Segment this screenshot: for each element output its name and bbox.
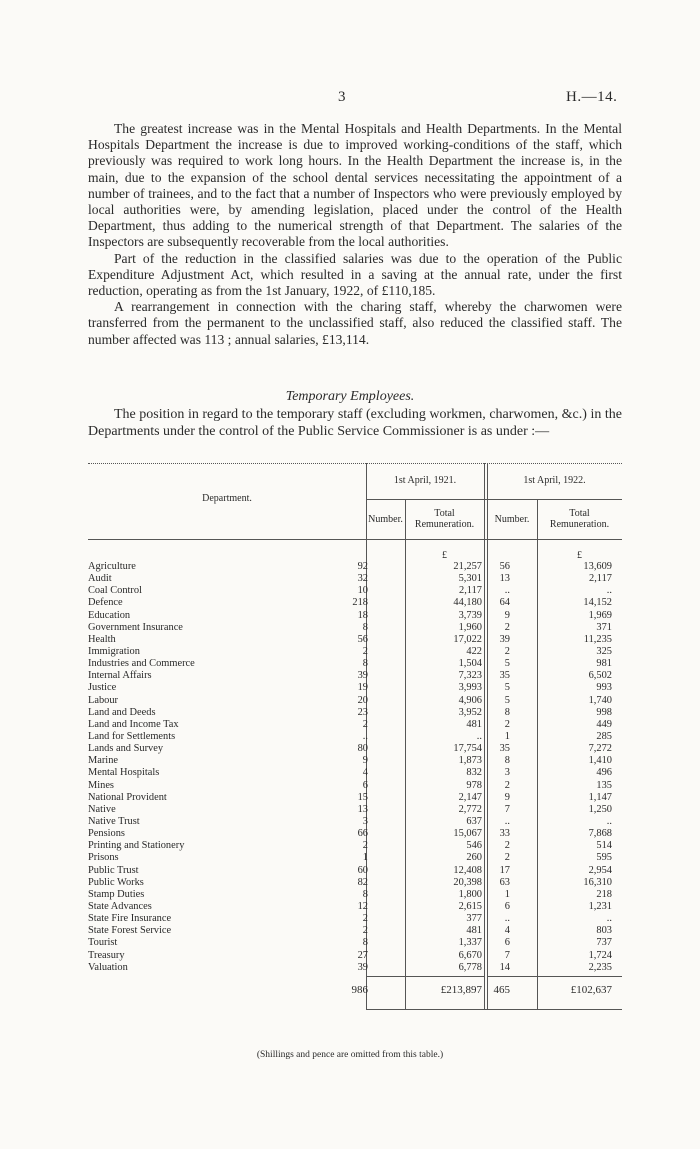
department-name: Land and Deeds xyxy=(88,706,156,718)
remuneration-1921: 12,408 xyxy=(453,864,482,876)
department-name: Coal Control xyxy=(88,585,142,597)
number-1922: 2 xyxy=(504,621,510,633)
paragraph: A rearrangement in connection with the charing staff, whereby the charwomen were transferred from the permanent to the unclassified staff, also reduced the classified staff. The number affected was 113 ; annual salaries, £13,114. xyxy=(88,299,622,347)
number-1922: 33 xyxy=(499,828,510,840)
table-row xyxy=(88,622,622,634)
department-name: Government Insurance xyxy=(88,621,183,633)
total-remuneration-1922: £102,637 xyxy=(570,984,612,996)
department-name: Printing and Stationery xyxy=(88,840,185,852)
table-body xyxy=(88,561,622,974)
department-name: Public Works xyxy=(88,876,144,888)
department-name: Lands and Survey xyxy=(88,743,164,755)
number-1922: 3 xyxy=(504,767,510,779)
department-name: Mines xyxy=(88,779,114,791)
remuneration-1922: 1,147 xyxy=(588,791,612,803)
table-row xyxy=(88,634,622,646)
number-1922: 2 xyxy=(504,840,510,852)
table-row xyxy=(88,913,622,925)
remuneration-1922: 1,410 xyxy=(588,755,612,767)
remuneration-1921: 546 xyxy=(466,840,482,852)
table-row xyxy=(88,852,622,864)
department-name: Land for Settlements xyxy=(88,730,176,742)
number-1921: 6 xyxy=(362,779,368,791)
total-remuneration-1921: £213,897 xyxy=(440,984,482,996)
table-row xyxy=(88,597,622,609)
remuneration-1922: 595 xyxy=(596,852,612,864)
remuneration-1922: 737 xyxy=(596,937,612,949)
remuneration-1922: 14,152 xyxy=(583,597,612,609)
number-1922: 6 xyxy=(504,900,510,912)
remuneration-1921: 7,323 xyxy=(458,670,482,682)
table-footnote: (Shillings and pence are omitted from this table.) xyxy=(256,1050,444,1060)
department-name: Tourist xyxy=(88,937,118,949)
remuneration-1922: .. xyxy=(606,815,612,827)
remuneration-1922: .. xyxy=(606,913,612,925)
number-1922: 9 xyxy=(504,791,510,803)
number-1921: 66 xyxy=(357,828,368,840)
remuneration-1922: 1,724 xyxy=(588,949,612,961)
remuneration-1922: 1,740 xyxy=(588,694,612,706)
column-header-total: Total xyxy=(569,508,590,519)
table-row xyxy=(88,573,622,585)
table-row xyxy=(88,695,622,707)
number-1922: .. xyxy=(504,913,510,925)
remuneration-1922: 981 xyxy=(596,658,612,670)
remuneration-1921: 377 xyxy=(466,913,482,925)
department-name: Mental Hospitals xyxy=(88,767,160,779)
number-1922: 8 xyxy=(504,755,510,767)
remuneration-1921: 5,301 xyxy=(458,573,482,585)
table-row xyxy=(88,646,622,658)
department-name: Land and Income Tax xyxy=(88,718,179,730)
paragraph: The position in regard to the temporary staff (excluding workmen, charwomen, &c.) in the Departments under the control of the Public Service Commissioner is as under :— xyxy=(88,407,622,439)
remuneration-1922: 7,272 xyxy=(588,743,612,755)
number-1921: .. xyxy=(362,730,368,742)
table-row xyxy=(88,780,622,792)
remuneration-1922: 218 xyxy=(596,888,612,900)
table-row xyxy=(88,804,622,816)
total-number-1921: 986 xyxy=(351,984,368,996)
column-header-number: Number. xyxy=(368,514,403,525)
number-1922: 35 xyxy=(499,743,510,755)
number-1922: 1 xyxy=(504,730,510,742)
number-1921: 56 xyxy=(357,633,368,645)
department-name: Marine xyxy=(88,755,119,767)
table-row xyxy=(88,816,622,828)
number-1922: 14 xyxy=(499,961,510,973)
remuneration-1921: 260 xyxy=(466,852,482,864)
page-number: 3 xyxy=(338,89,346,105)
remuneration-1922: 371 xyxy=(596,621,612,633)
remuneration-1921: 832 xyxy=(466,767,482,779)
number-1921: 15 xyxy=(357,791,368,803)
remuneration-1921: 2,117 xyxy=(459,585,482,597)
number-1921: 2 xyxy=(362,645,368,657)
number-1921: 1 xyxy=(362,852,368,864)
currency-symbol: £ xyxy=(442,550,447,561)
remuneration-1921: 4,906 xyxy=(458,694,482,706)
column-group-1921: 1st April, 1921. xyxy=(393,475,457,486)
number-1922: 13 xyxy=(499,573,510,585)
remuneration-1921: 481 xyxy=(466,718,482,730)
remuneration-1922: 2,117 xyxy=(589,573,612,585)
remuneration-1922: 6,502 xyxy=(588,670,612,682)
remuneration-1922: 449 xyxy=(596,718,612,730)
column-header-number: Number. xyxy=(494,514,530,525)
number-1921: 32 xyxy=(357,573,368,585)
table-row xyxy=(88,937,622,949)
number-1922: 35 xyxy=(499,670,510,682)
number-1921: 23 xyxy=(357,706,368,718)
department-name: Public Trust xyxy=(88,864,139,876)
column-group-1922: 1st April, 1922. xyxy=(523,475,586,486)
number-1922: 1 xyxy=(504,888,510,900)
total-number-1922: 465 xyxy=(493,984,510,996)
remuneration-1922: 2,235 xyxy=(588,961,612,973)
paragraph: The greatest increase was in the Mental Hospitals and Health Departments. In the Mental Hospitals Department the increase is due to improved working-conditions of the staff, which previously was required to work long hours. In the Health Department the increase is, in the main, due to the expansion of the school dental services necessitating the appointment of a number of trainees, and to the fact that a number of Inspectors who were previously employed by local authorities were, by amending legislation, placed under the control of the Health Department, thus adding to the numerical strength of that Department. The salaries of the Inspectors are subsequently recoverable from the local authorities. xyxy=(88,121,622,250)
intro-paragraph xyxy=(88,407,622,440)
number-1922: 17 xyxy=(499,864,510,876)
remuneration-1921: 3,993 xyxy=(458,682,482,694)
remuneration-1922: 514 xyxy=(596,840,612,852)
number-1922: 63 xyxy=(499,876,510,888)
remuneration-1921: 1,337 xyxy=(458,937,482,949)
number-1921: 18 xyxy=(357,609,368,621)
table-row xyxy=(88,585,622,597)
number-1922: 8 xyxy=(504,706,510,718)
department-name: Industries and Commerce xyxy=(88,658,195,670)
table-row xyxy=(88,901,622,913)
department-name: Stamp Duties xyxy=(88,888,145,900)
table-row xyxy=(88,840,622,852)
department-name: Treasury xyxy=(88,949,125,961)
remuneration-1921: 17,022 xyxy=(453,633,482,645)
table-row xyxy=(88,610,622,622)
number-1921: 92 xyxy=(357,561,368,572)
remuneration-1921: .. xyxy=(476,730,482,742)
number-1921: 2 xyxy=(362,913,368,925)
remuneration-1921: 1,800 xyxy=(458,888,482,900)
remuneration-1921: 3,952 xyxy=(458,706,482,718)
remuneration-1921: 978 xyxy=(466,779,482,791)
number-1922: 56 xyxy=(499,561,510,572)
department-name: Labour xyxy=(88,694,119,706)
remuneration-1921: 637 xyxy=(466,815,482,827)
currency-symbol: £ xyxy=(577,550,582,561)
number-1922: 4 xyxy=(504,925,510,937)
remuneration-1922: 16,310 xyxy=(583,876,612,888)
department-name: Native xyxy=(88,803,116,815)
department-name: Prisons xyxy=(88,852,119,864)
remuneration-1922: 135 xyxy=(596,779,612,791)
remuneration-1922: 998 xyxy=(596,706,612,718)
department-name: Defence xyxy=(88,597,123,609)
paragraph: Part of the reduction in the classified salaries was due to the operation of the Public Expenditure Adjustment Act, which resulted in a saving at the annual rate, under the first reduction, operating as from the 1st January, 1922, of £110,185. xyxy=(88,250,622,299)
department-name: Internal Affairs xyxy=(88,670,152,682)
number-1921: 2 xyxy=(362,718,368,730)
remuneration-1922: 325 xyxy=(596,645,612,657)
table-row xyxy=(88,767,622,779)
table-row xyxy=(88,792,622,804)
department-name: Native Trust xyxy=(88,815,140,827)
body-text xyxy=(88,121,622,348)
number-1922: .. xyxy=(504,585,510,597)
department-name: Health xyxy=(88,633,116,645)
number-1922: 7 xyxy=(504,949,510,961)
number-1921: 218 xyxy=(352,597,368,609)
remuneration-1921: 1,960 xyxy=(458,621,482,633)
number-1921: 82 xyxy=(357,876,368,888)
remuneration-1922: 993 xyxy=(596,682,612,694)
remuneration-1922: 1,250 xyxy=(588,803,612,815)
number-1921: 2 xyxy=(362,925,368,937)
number-1921: 20 xyxy=(357,694,368,706)
remuneration-1922: 1,969 xyxy=(588,609,612,621)
department-name: Audit xyxy=(88,573,112,585)
remuneration-1921: 422 xyxy=(466,645,482,657)
department-name: State Forest Service xyxy=(88,925,172,937)
remuneration-1921: 1,504 xyxy=(458,658,482,670)
number-1922: 39 xyxy=(499,633,510,645)
remuneration-1922: 803 xyxy=(596,925,612,937)
number-1921: 60 xyxy=(357,864,368,876)
department-name: Immigration xyxy=(88,645,140,657)
number-1921: 8 xyxy=(362,888,368,900)
number-1921: 27 xyxy=(357,949,368,961)
table-row xyxy=(88,670,622,682)
remuneration-1922: 13,609 xyxy=(583,561,612,572)
remuneration-1921: 2,615 xyxy=(458,900,482,912)
department-name: Pensions xyxy=(88,828,125,840)
remuneration-1922: 2,954 xyxy=(588,864,612,876)
number-1922: 64 xyxy=(499,597,510,609)
department-name: Justice xyxy=(88,682,117,694)
table-row xyxy=(88,828,622,840)
table-row xyxy=(88,950,622,962)
number-1921: 39 xyxy=(357,961,368,973)
table-row xyxy=(88,889,622,901)
document-code: H.—14. xyxy=(566,89,618,105)
remuneration-1922: .. xyxy=(606,585,612,597)
table-row xyxy=(88,719,622,731)
table-row xyxy=(88,731,622,743)
department-name: State Advances xyxy=(88,900,152,912)
table-row xyxy=(88,658,622,670)
remuneration-1922: 1,231 xyxy=(588,900,612,912)
remuneration-1921: 17,754 xyxy=(453,743,482,755)
table-row xyxy=(88,743,622,755)
column-header-department: Department. xyxy=(202,493,252,504)
remuneration-1922: 496 xyxy=(596,767,612,779)
number-1922: 2 xyxy=(504,645,510,657)
remuneration-1921: 21,257 xyxy=(453,561,482,572)
number-1921: 10 xyxy=(357,585,368,597)
number-1922: .. xyxy=(504,815,510,827)
number-1921: 8 xyxy=(362,621,368,633)
remuneration-1922: 285 xyxy=(596,730,612,742)
number-1921: 12 xyxy=(357,900,368,912)
number-1922: 7 xyxy=(504,803,510,815)
department-name: Agriculture xyxy=(88,561,136,572)
section-title: Temporary Employees. xyxy=(285,389,415,404)
number-1921: 19 xyxy=(357,682,368,694)
table-row xyxy=(88,755,622,767)
number-1922: 5 xyxy=(504,694,510,706)
remuneration-1921: 6,778 xyxy=(458,961,482,973)
number-1921: 4 xyxy=(362,767,368,779)
remuneration-1921: 481 xyxy=(466,925,482,937)
column-header-remuneration: Remuneration. xyxy=(549,519,610,530)
remuneration-1921: 15,067 xyxy=(453,828,482,840)
number-1922: 2 xyxy=(504,779,510,791)
number-1921: 39 xyxy=(357,670,368,682)
number-1922: 6 xyxy=(504,937,510,949)
table-row xyxy=(88,561,622,573)
table-row xyxy=(88,865,622,877)
number-1922: 5 xyxy=(504,658,510,670)
table-row xyxy=(88,962,622,974)
number-1921: 80 xyxy=(357,743,368,755)
temporary-staff-table xyxy=(88,463,622,1033)
number-1921: 2 xyxy=(362,840,368,852)
number-1921: 8 xyxy=(362,658,368,670)
table-row xyxy=(88,925,622,937)
table-row xyxy=(88,707,622,719)
number-1922: 5 xyxy=(504,682,510,694)
column-header-total: Total xyxy=(434,508,455,519)
remuneration-1922: 7,868 xyxy=(588,828,612,840)
remuneration-1921: 2,147 xyxy=(458,791,482,803)
table-row xyxy=(88,682,622,694)
number-1922: 9 xyxy=(504,609,510,621)
table-row xyxy=(88,877,622,889)
column-header-remuneration: Remuneration. xyxy=(414,519,475,530)
remuneration-1921: 3,739 xyxy=(458,609,482,621)
number-1921: 3 xyxy=(362,815,368,827)
number-1922: 2 xyxy=(504,852,510,864)
department-name: Valuation xyxy=(88,961,128,973)
remuneration-1921: 2,772 xyxy=(458,803,482,815)
department-name: State Fire Insurance xyxy=(88,913,172,925)
remuneration-1921: 20,398 xyxy=(453,876,482,888)
department-name: National Provident xyxy=(88,791,167,803)
number-1922: 2 xyxy=(504,718,510,730)
remuneration-1921: 44,180 xyxy=(453,597,482,609)
number-1921: 9 xyxy=(362,755,368,767)
remuneration-1921: 1,873 xyxy=(458,755,482,767)
remuneration-1922: 11,235 xyxy=(583,633,612,645)
number-1921: 8 xyxy=(362,937,368,949)
number-1921: 13 xyxy=(357,803,368,815)
remuneration-1921: 6,670 xyxy=(458,949,482,961)
department-name: Education xyxy=(88,609,131,621)
